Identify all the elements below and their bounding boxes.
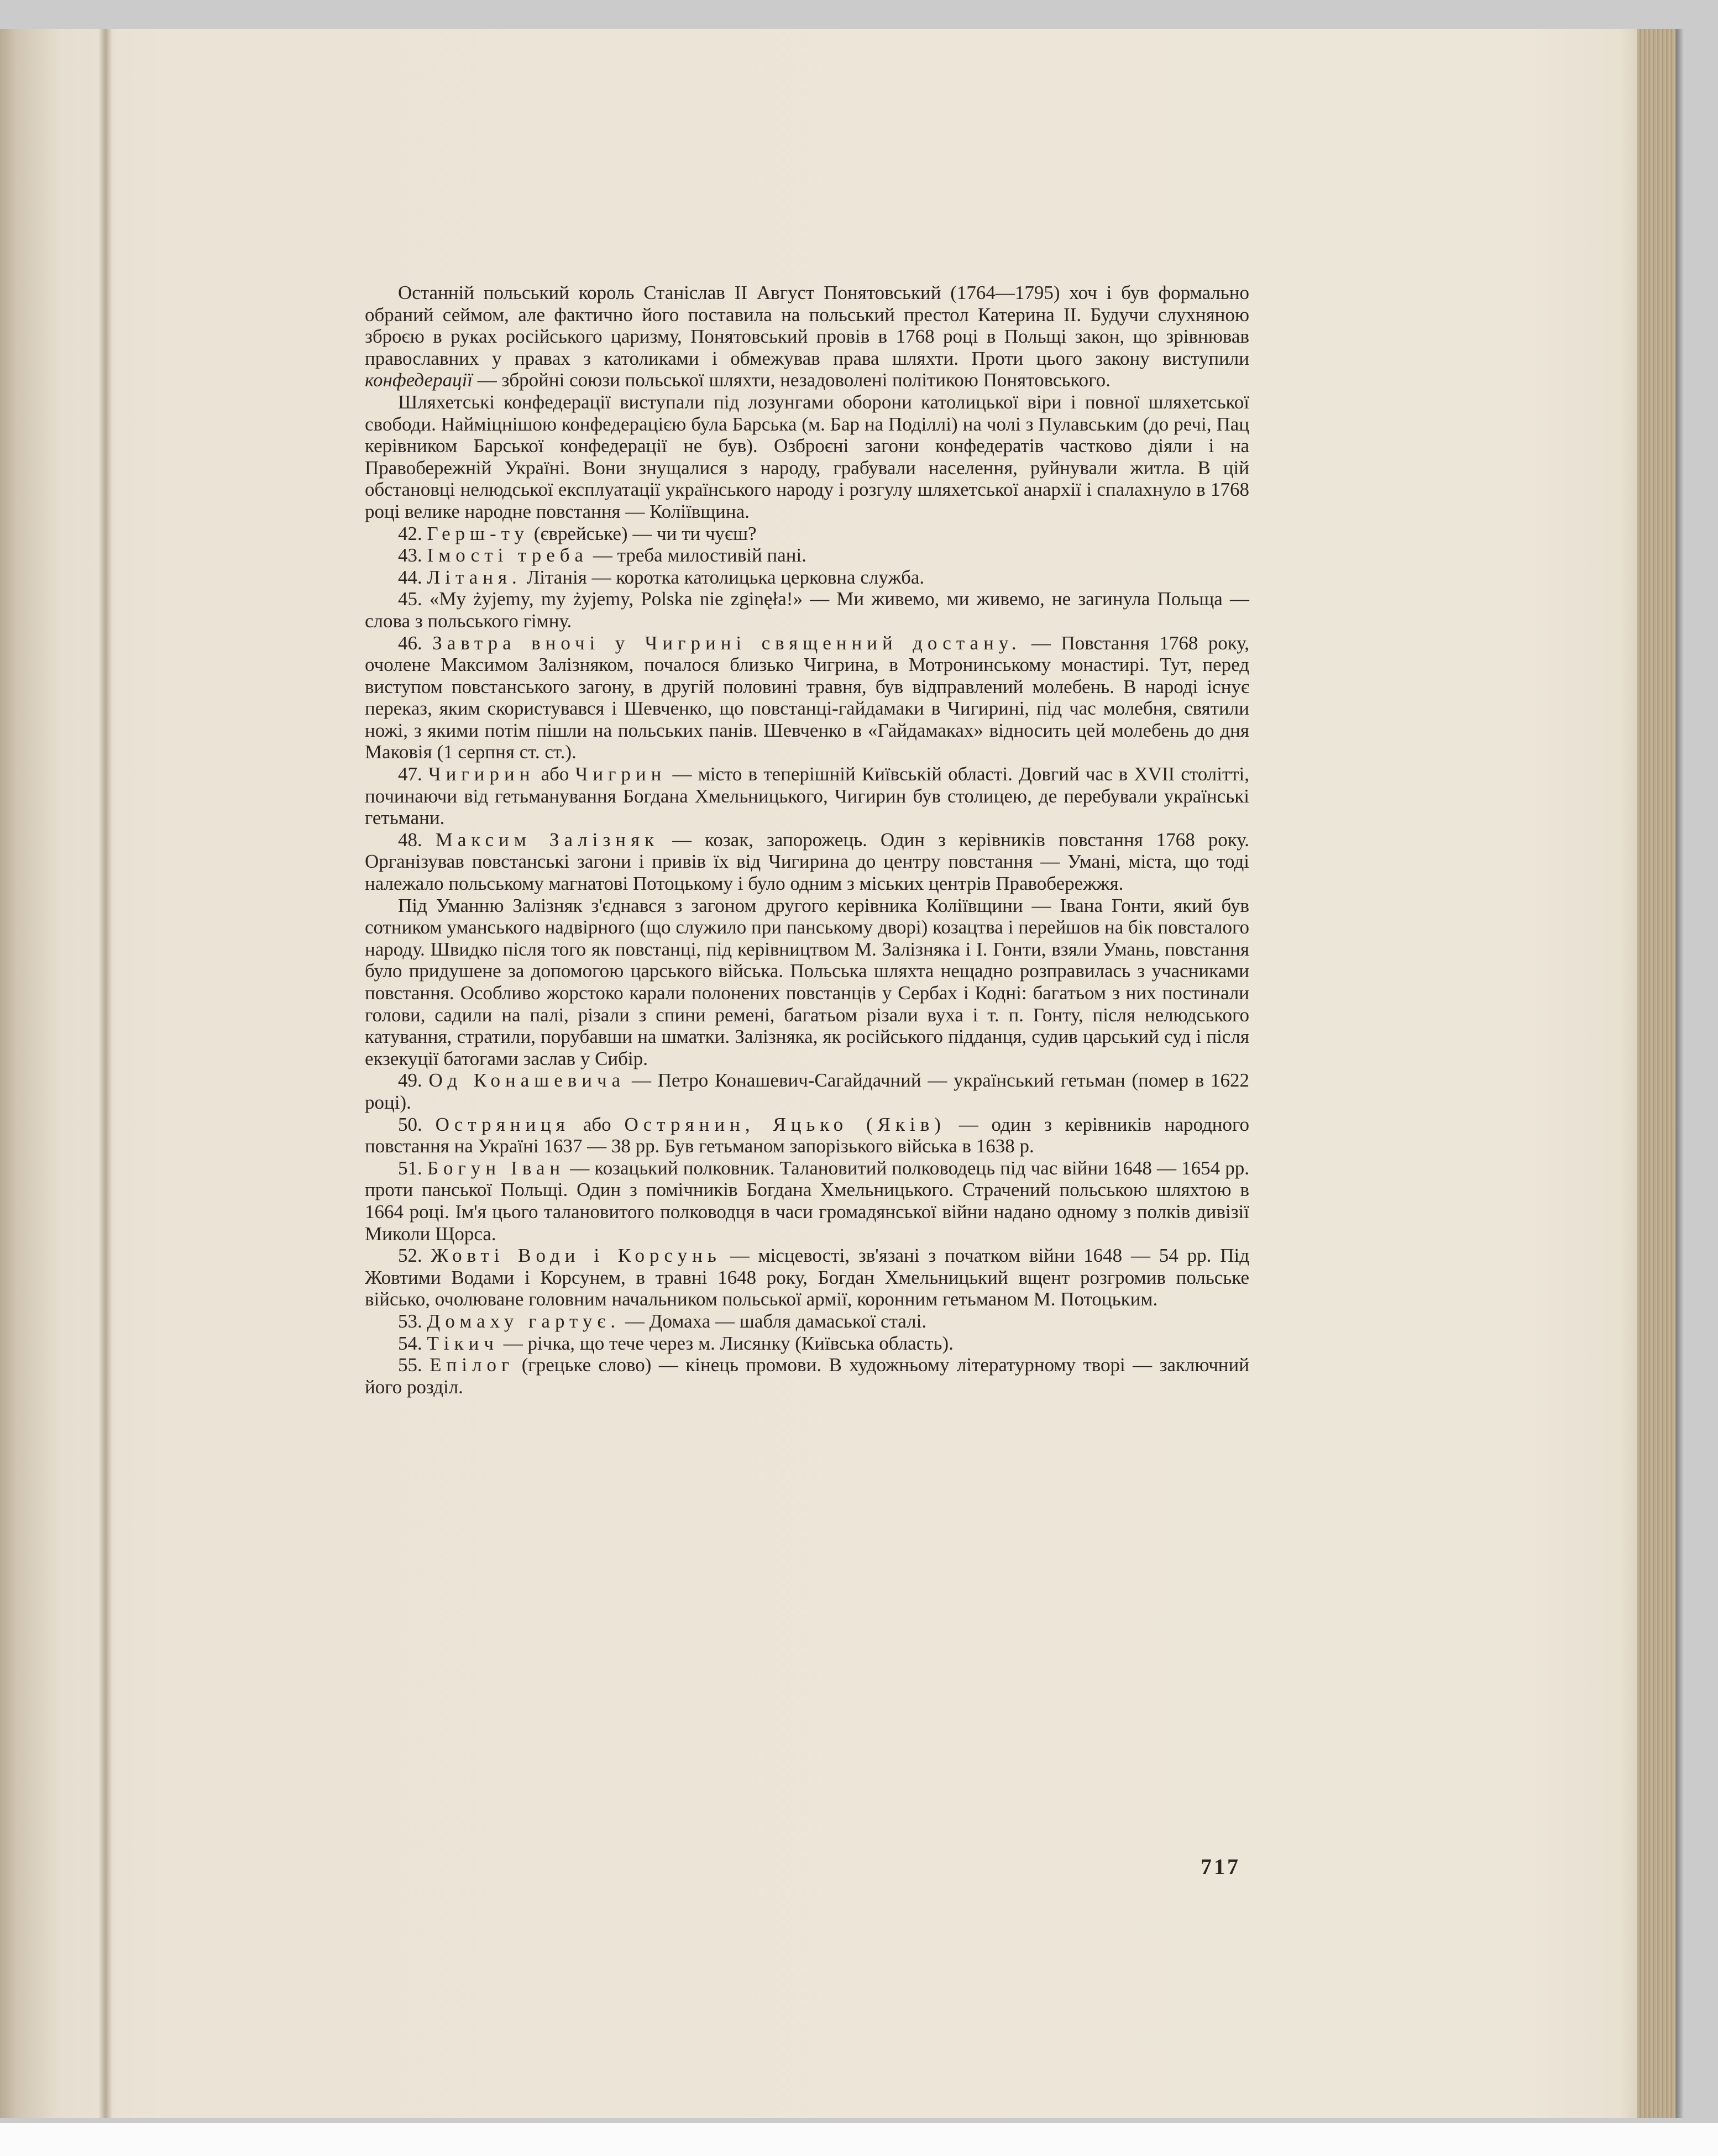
text-run: або [570, 1113, 625, 1135]
text-run: 44. [398, 566, 427, 588]
text-run: 50. [398, 1113, 436, 1135]
book-page [0, 29, 1676, 2118]
term-spaced: Тікич [427, 1332, 499, 1354]
term-spaced: Максим Залізняк [435, 828, 659, 851]
note-47 [365, 763, 1249, 829]
text-run: — річка, що тече через м. Лисянку (Київська область). [498, 1332, 954, 1354]
note-54 [365, 1333, 1249, 1355]
text-run: — Домаха — шабля дамаської сталі. [620, 1310, 927, 1332]
italic-term: конфедерації [365, 369, 473, 391]
text-run: — козацький полковник. Талановитий полководець під час війни 1648 — 1654 рр. проти панської Польщі. Один з помічників Богдана Хмельницького. Страчений польською шляхтою в 1664 році. Ім'я цього талановитого полководця в часи громадянської війни надано одному з полків дивізії Миколи Щорса. [365, 1157, 1250, 1245]
text-run: Шляхетські конфедерації виступали під лозунгами оборони католицької віри і повної шляхетської свободи. Найміцнішою конфедерацією була Барська (м. Бар на Поділлі) на чолі з Пулавським (до речі, Пац керівником Барської конфедерації не був). Озброєні загони конфедератів частково діяли і на Правобережній Україні. Вони знущалися з народу, грабували населення, руйнували житла. В цій обстановці нелюдської експлуатації українського народу і розгулу шляхетської анархії і спалахнуло в 1768 році велике народне повстання — Коліївщина. [365, 391, 1249, 522]
text-run: 48. [398, 828, 436, 851]
text-run: — збройні союзи польської шляхти, незадоволені політикою Понятовського. [473, 369, 1111, 391]
text-run: 47. [398, 763, 428, 785]
term-spaced: Острянин, Яцько (Яків) [624, 1113, 946, 1135]
page-stack-edge [1637, 29, 1676, 2118]
text-run: — один з керівників народного повстання на Україні 1637 — 38 рр. Був гетьманом запорізького війська в 1638 р. [365, 1113, 1250, 1157]
notes-text-body [365, 282, 1249, 1398]
note-51 [365, 1157, 1249, 1245]
term-spaced: Од Конашевича [428, 1069, 626, 1092]
term-spaced: Чигирин [428, 763, 535, 785]
term-spaced: Чигрин [575, 763, 667, 785]
text-run: — місцевості, зв'язані з початком війни 1648 — 54 рр. Під Жовтими Водами і Корсунем, в травні 1648 року, Богдан Хмельницький вщент розгромив польське військо, очолюване головним начальником польської армії, коронним гетьманом М. Потоцьким. [365, 1245, 1249, 1310]
text-run: 55. [398, 1354, 430, 1376]
term-spaced: Домаху гартує. [427, 1310, 621, 1332]
note-49 [365, 1069, 1249, 1113]
note-42 [365, 523, 1249, 545]
note-46 [365, 632, 1249, 764]
text-run: 54. [398, 1332, 427, 1354]
paragraph [365, 391, 1249, 523]
note-52 [365, 1245, 1249, 1310]
note-53 [365, 1310, 1249, 1333]
text-run: Під Уманню Залізняк з'єднався з загоном другого керівника Коліївщини — Івана Гонти, який був сотником уманського надвірного (що служило при панському дворі) козацтва і перейшов на бік повсталого народу. Швидко після того як повстанці, під керівництвом М. Залізняка і І. Гонти, взяли Умань, повстання було придушене за допомогою царського війська. Польська шляхта нещадно розправилась з учасниками повстання. Особливо жорстоко карали полонених повстанців у Сербах і Кодні: багатьом з них постинали голови, садили на палі, різали з спини ремені, багатьом різали вуха і т. п. Гонту, після нелюдського катування, стратили, порубавши на шматки. Залізняка, як російського підданця, судив царський суд і після екзекуції батогами заслав у Сибір. [365, 894, 1249, 1069]
term-spaced: Остряниця [435, 1113, 570, 1135]
text-run: (грецьке слово) — кінець промови. В художньому літературному творі — заключний його розділ. [365, 1354, 1250, 1398]
text-run: Літанія — коротка католицька церковна служба. [521, 566, 925, 588]
text-run: — Петро Конашевич-Сагайдачний — український гетьман (помер в 1622 році). [365, 1069, 1249, 1113]
text-run: 49. [398, 1069, 429, 1092]
paragraph [365, 282, 1249, 391]
page-edge-shadow [1676, 29, 1684, 2118]
text-run: — треба милостивій пані. [588, 544, 806, 566]
note-50 [365, 1114, 1249, 1157]
note-43 [365, 544, 1249, 566]
note-55 [365, 1354, 1249, 1398]
text-run: (єврейське) — чи ти чуєш? [529, 522, 757, 544]
text-run: 42. [398, 522, 427, 544]
term-spaced: Жовті Води і Корсунь [431, 1245, 721, 1267]
term-spaced: Завтра вночі у Чигрині священний достану. [432, 632, 1022, 654]
text-run: або [535, 763, 575, 785]
term-spaced: Епілог [430, 1354, 515, 1376]
term-spaced: Богун Іван [427, 1157, 565, 1179]
text-run: 43. [398, 544, 427, 566]
text-run: 51. [398, 1157, 427, 1179]
note-48 [365, 829, 1249, 895]
paragraph [365, 895, 1249, 1070]
term-spaced: Літаня. [427, 566, 522, 588]
text-run: — козак, запорожець. Один з керівників повстання 1768 року. Організував повстанські загони і привів їх від Чигирина до центру повстання — Умані, міста, що тоді належало польському магнатові Потоцькому і було одним з міських центрів Правобережжя. [365, 828, 1249, 895]
note-45 [365, 588, 1249, 632]
term-spaced: Імості треба [427, 544, 589, 566]
note-44 [365, 566, 1249, 589]
term-spaced: Герш-ту [427, 522, 530, 544]
page-gutter-shadow [98, 29, 113, 2118]
text-run: — місто в теперішній Київській області. Довгий час в XVII столітті, починаючи від гетьманування Богдана Хмельницького, Чигирин був столицею, де перебували українські гетьмани. [365, 763, 1250, 829]
text-run: 52. [398, 1245, 431, 1267]
scan-bottom-margin [0, 2123, 1718, 2156]
text-run: 53. [398, 1310, 427, 1332]
page-number: 717 [1201, 1854, 1240, 1879]
text-run: 45. «My żyjemy, my żyjemy, Polska nie zginęła!» — Ми живемо, ми живемо, не загинула Польща — слова з польського гімну. [365, 588, 1249, 632]
text-run: Останній польський король Станіслав II Август Понятовський (1764—1795) хоч і був формально обраний сеймом, але фактично його поставила на польський престол Катерина II. Будучи слухняною зброєю в руках російського царизму, Понятовський провів в 1768 році в Польщі закон, що зрівнював православних у правах з католиками і обмежував права шляхти. Проти цього закону виступили [365, 282, 1249, 369]
text-run: — Повстання 1768 року, очолене Максимом Залізняком, почалося близько Чигрина, в Мотронинському монастирі. Тут, перед виступом повстанського загону, в другій половині травня, був відправлений молебень. В народі існує переказ, яким скористувався і Шевченко, що повстанці-гайдамаки в Чигирині, під час молебня, святили ножі, з якими потім пішли на польських панів. Шевченко в «Гайдамаках» відносить цей молебень до дня Маковія (1 серпня ст. ст.). [365, 632, 1250, 763]
text-run: 46. [398, 632, 433, 654]
